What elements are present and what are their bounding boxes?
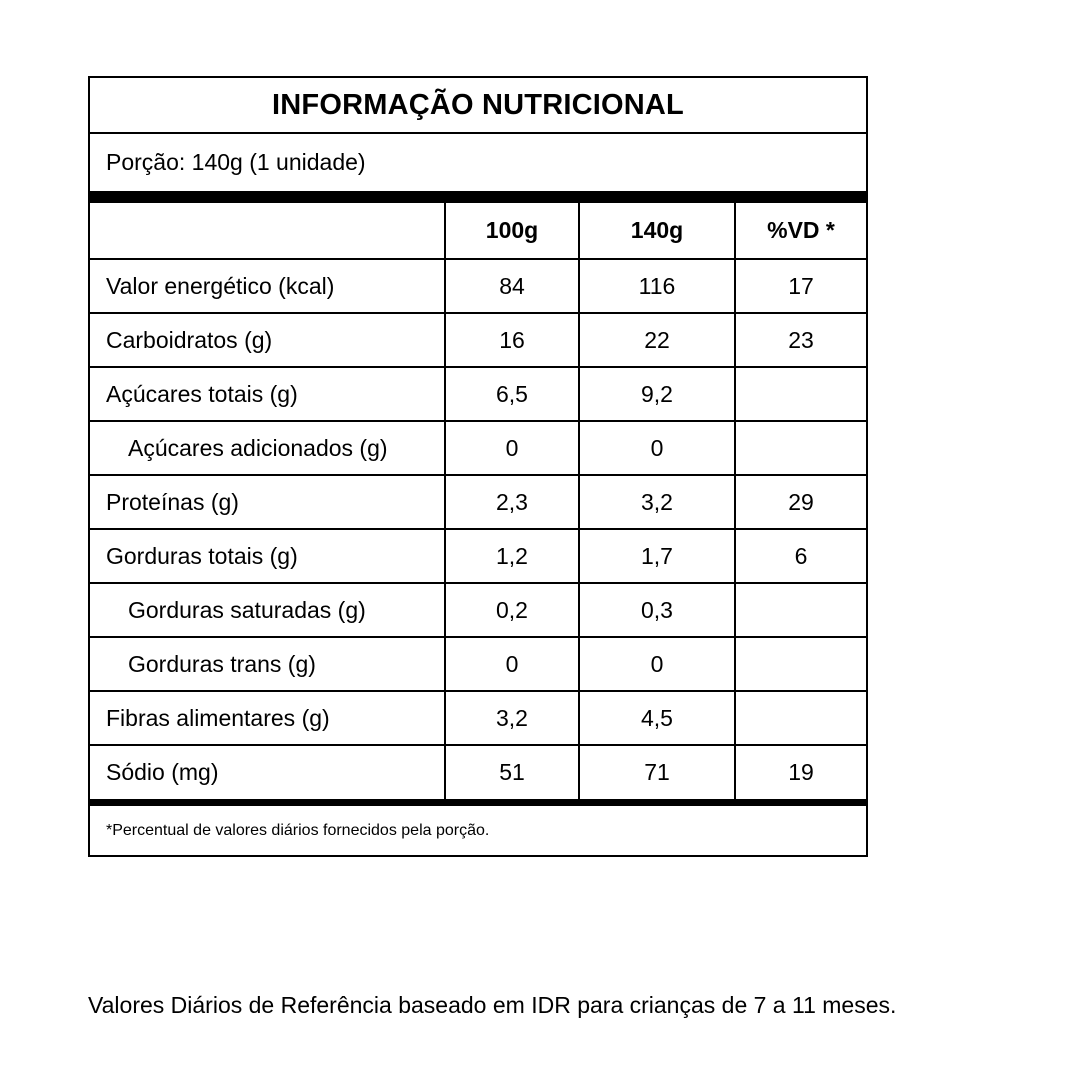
table-row xyxy=(90,691,866,745)
value-per-100g: 6,5 xyxy=(445,367,579,421)
value-daily-percent xyxy=(735,637,866,691)
value-per-100g: 0 xyxy=(445,637,579,691)
nutrient-name: Proteínas (g) xyxy=(90,475,445,529)
value-per-100g: 84 xyxy=(445,259,579,313)
nutrient-name: Fibras alimentares (g) xyxy=(90,691,445,745)
table-row xyxy=(90,475,866,529)
table-row xyxy=(90,259,866,313)
value-per-portion: 22 xyxy=(579,313,735,367)
value-per-portion: 0 xyxy=(579,637,735,691)
nutrient-name: Sódio (mg) xyxy=(106,759,219,785)
header-nutrient xyxy=(90,203,445,259)
nutrient-name: Gorduras totais (g) xyxy=(90,529,445,583)
value-daily-percent xyxy=(735,421,866,475)
nutrient-name: Gorduras saturadas (g) xyxy=(90,583,445,637)
value-daily-percent xyxy=(735,367,866,421)
value-per-portion: 9,2 xyxy=(579,367,735,421)
value-per-100g: 51 xyxy=(445,745,579,799)
table-row xyxy=(90,421,866,475)
value-daily-percent: 23 xyxy=(735,313,866,367)
value-daily-percent: 17 xyxy=(735,259,866,313)
table-header-row xyxy=(90,203,866,259)
nutrient-name: Gorduras trans (g) xyxy=(90,637,445,691)
nutrient-name: Açúcares totais (g) xyxy=(90,367,445,421)
header-daily-value: %VD * xyxy=(735,203,866,259)
nutrient-name: Valor energético (kcal) xyxy=(90,259,445,313)
value-per-100g: 3,2 xyxy=(445,691,579,745)
portion-size: Porção: 140g (1 unidade) xyxy=(106,149,366,175)
reference-note: Valores Diários de Referência baseado em IDR para crianças de 7 a 11 meses. xyxy=(88,992,897,1018)
nutrient-name: Açúcares adicionados (g) xyxy=(90,421,445,475)
thick-divider-bottom xyxy=(90,799,866,806)
table-row xyxy=(90,367,866,421)
table-row xyxy=(90,313,866,367)
value-per-portion: 3,2 xyxy=(579,475,735,529)
value-per-100g: 0 xyxy=(445,421,579,475)
value-daily-percent xyxy=(735,691,866,745)
value-per-portion: 0,3 xyxy=(579,583,735,637)
value-daily-percent: 29 xyxy=(735,475,866,529)
value-daily-percent xyxy=(735,583,866,637)
value-daily-percent: 6 xyxy=(735,529,866,583)
nutrition-table xyxy=(90,203,866,799)
table-row xyxy=(90,529,866,583)
thick-divider-top xyxy=(90,191,866,203)
label-title: INFORMAÇÃO NUTRICIONAL xyxy=(90,78,866,134)
value-per-100g: 0,2 xyxy=(445,583,579,637)
table-row xyxy=(90,745,866,799)
value-per-portion: 1,7 xyxy=(579,529,735,583)
table-row xyxy=(90,583,866,637)
value-per-portion: 71 xyxy=(579,745,735,799)
value-per-100g: 1,2 xyxy=(445,529,579,583)
value-daily-percent: 19 xyxy=(735,745,866,799)
value-per-100g: 16 xyxy=(445,313,579,367)
label-footnote: *Percentual de valores diários fornecidos pela porção. xyxy=(106,821,490,839)
value-per-100g: 2,3 xyxy=(445,475,579,529)
header-per-100g: 100g xyxy=(445,203,579,259)
value-per-portion: 116 xyxy=(579,259,735,313)
table-row xyxy=(90,637,866,691)
header-per-portion: 140g xyxy=(579,203,735,259)
value-per-portion: 4,5 xyxy=(579,691,735,745)
value-per-portion: 0 xyxy=(579,421,735,475)
nutrition-facts-label xyxy=(88,76,868,857)
nutrient-name: Carboidratos (g) xyxy=(90,313,445,367)
